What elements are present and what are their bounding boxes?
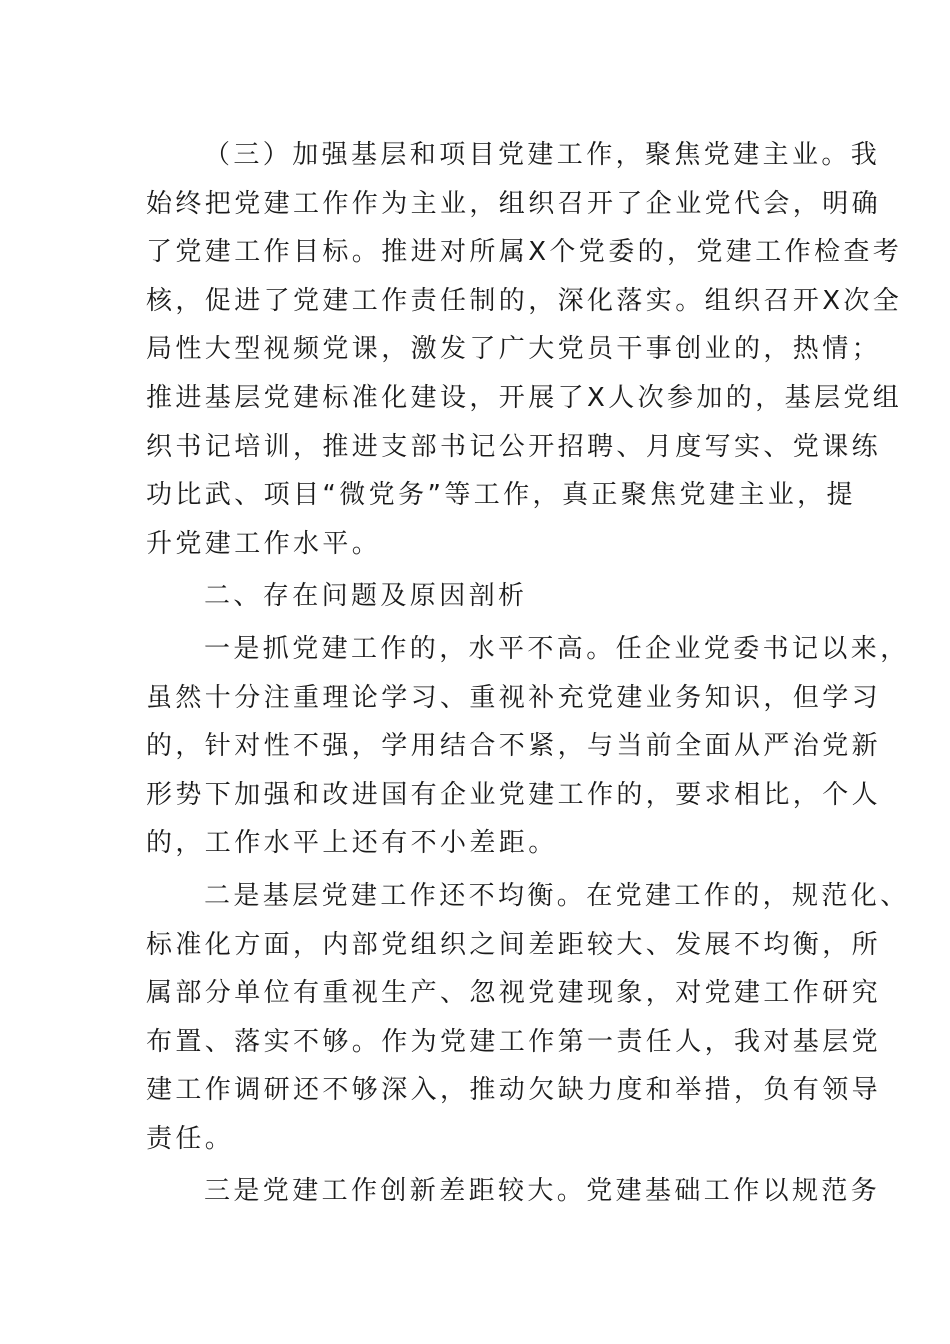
paragraph-line: 的，工作水平上还有不小差距。 bbox=[146, 828, 558, 859]
paragraph-line: 责任。 bbox=[146, 1123, 235, 1154]
paragraph-line: 二是基层党建工作还不均衡。在党建工作的，规范化、 bbox=[204, 880, 910, 911]
paragraph-line: 布置、落实不够。作为党建工作第一责任人，我对基层党 bbox=[146, 1026, 882, 1057]
paragraph-line: 了党建工作目标。推进对所属X个党委的，党建工作检查考 bbox=[146, 237, 903, 268]
section-heading: 二、存在问题及原因剖析 bbox=[204, 581, 528, 612]
paragraph-line: 虽然十分注重理论学习、重视补充党建业务知识，但学习 bbox=[146, 682, 882, 713]
paragraph-line: 升党建工作水平。 bbox=[146, 528, 382, 559]
paragraph-line: 标准化方面，内部党组织之间差距较大、发展不均衡，所 bbox=[146, 929, 882, 960]
paragraph-line: 三是党建工作创新差距较大。党建基础工作以规范务 bbox=[204, 1176, 881, 1207]
paragraph-line: 建工作调研还不够深入，推动欠缺力度和举措，负有领导 bbox=[146, 1075, 882, 1106]
paragraph-line: 形势下加强和改进国有企业党建工作的，要求相比，个人 bbox=[146, 779, 882, 810]
paragraph-line: 核，促进了党建工作责任制的，深化落实。组织召开X次全 bbox=[146, 285, 903, 316]
paragraph-line: 织书记培训，推进支部书记公开招聘、月度写实、党课练 bbox=[146, 431, 882, 462]
paragraph-line: 局性大型视频党课，激发了广大党员干事创业的，热情； bbox=[146, 334, 882, 365]
paragraph-line: 功比武、项目“微党务”等工作，真正聚焦党建主业，提 bbox=[146, 480, 856, 511]
document-body bbox=[146, 131, 910, 1216]
paragraph-line: 始终把党建工作作为主业，组织召开了企业党代会，明确 bbox=[146, 188, 882, 219]
paragraph-line: 的，针对性不强，学用结合不紧，与当前全面从严治党新 bbox=[146, 731, 882, 762]
paragraph-line: 推进基层党建标准化建设，开展了X人次参加的，基层党组 bbox=[146, 382, 903, 413]
paragraph-line: 一是抓党建工作的，水平不高。任企业党委书记以来， bbox=[204, 633, 910, 664]
paragraph-line: （三）加强基层和项目党建工作，聚焦党建主业。我 bbox=[204, 140, 881, 170]
paragraph-line: 属部分单位有重视生产、忽视党建现象，对党建工作研究 bbox=[146, 978, 882, 1009]
